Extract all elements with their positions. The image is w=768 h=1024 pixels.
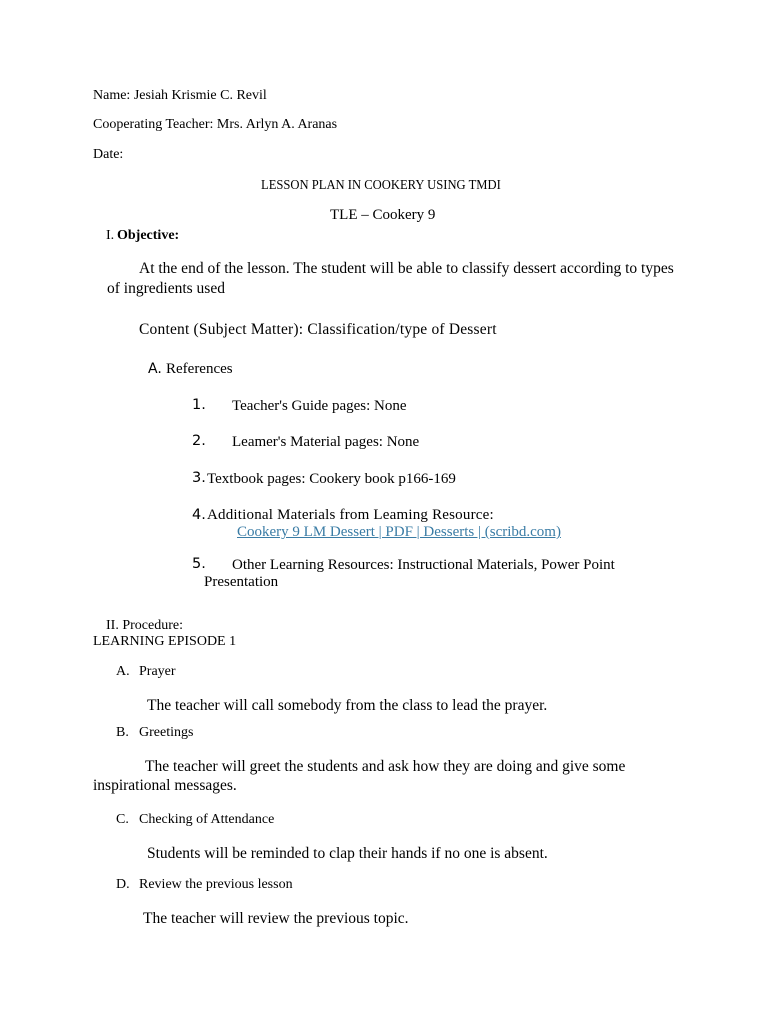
reference-number: 4. <box>192 507 206 523</box>
reference-teachers-guide: Teacher's Guide pages: None <box>232 398 407 414</box>
reference-number: 5. <box>192 556 206 572</box>
step-letter: C. <box>116 812 129 827</box>
step-title-attendance: Checking of Attendance <box>139 812 275 827</box>
step-text-prayer: The teacher will call somebody from the class to lead the prayer. <box>147 697 548 714</box>
reference-learners-material: Leamer's Material pages: None <box>232 434 420 450</box>
reference-textbook: Textbook pages: Cookery book p166-169 <box>207 471 456 487</box>
learning-episode-heading: LEARNING EPISODE 1 <box>93 634 237 649</box>
objective-number: I. <box>106 228 115 243</box>
step-text-greetings-cont: inspirational messages. <box>93 777 237 794</box>
reference-other-resources: Other Learning Resources: Instructional Materials, Power Point <box>232 557 615 573</box>
step-text-review: The teacher will review the previous topic. <box>143 910 409 927</box>
step-text-greetings: The teacher will greet the students and ask how they are doing and give some <box>145 758 626 775</box>
content-subject-matter: Content (Subject Matter): Classification/type of Dessert <box>139 321 497 338</box>
date-label: Date: <box>93 147 124 162</box>
step-title-greetings: Greetings <box>139 725 194 740</box>
references-letter: A. <box>148 361 162 377</box>
reference-number: 1. <box>192 397 206 413</box>
step-letter: D. <box>116 877 130 892</box>
step-title-prayer: Prayer <box>139 664 176 679</box>
reference-number: 3. <box>192 470 206 486</box>
step-title-review: Review the previous lesson <box>139 877 293 892</box>
lesson-plan-title: LESSON PLAN IN COOKERY USING TMDI <box>261 178 501 193</box>
procedure-heading: II. Procedure: <box>106 618 183 633</box>
reference-additional-materials: Additional Materials from Leaming Resource: <box>207 507 494 523</box>
reference-other-resources-cont: Presentation <box>204 574 279 590</box>
objective-text-line2: of ingredients used <box>107 280 225 297</box>
objective-text-line1: At the end of the lesson. The student will be able to classify dessert according to types <box>139 260 674 277</box>
student-name: Name: Jesiah Krismie C. Revil <box>93 88 267 103</box>
cooperating-teacher: Cooperating Teacher: Mrs. Arlyn A. Aranas <box>93 117 338 132</box>
references-heading: References <box>166 361 233 377</box>
step-text-attendance: Students will be reminded to clap their hands if no one is absent. <box>147 845 548 862</box>
step-letter: A. <box>116 664 130 679</box>
objective-heading: Objective: <box>117 228 180 243</box>
subject-title: TLE – Cookery 9 <box>330 207 436 223</box>
step-letter: B. <box>116 725 129 740</box>
scribd-resource-link[interactable]: Cookery 9 LM Dessert | PDF | Desserts | (scribd.com) <box>237 524 561 540</box>
reference-number: 2. <box>192 433 206 449</box>
